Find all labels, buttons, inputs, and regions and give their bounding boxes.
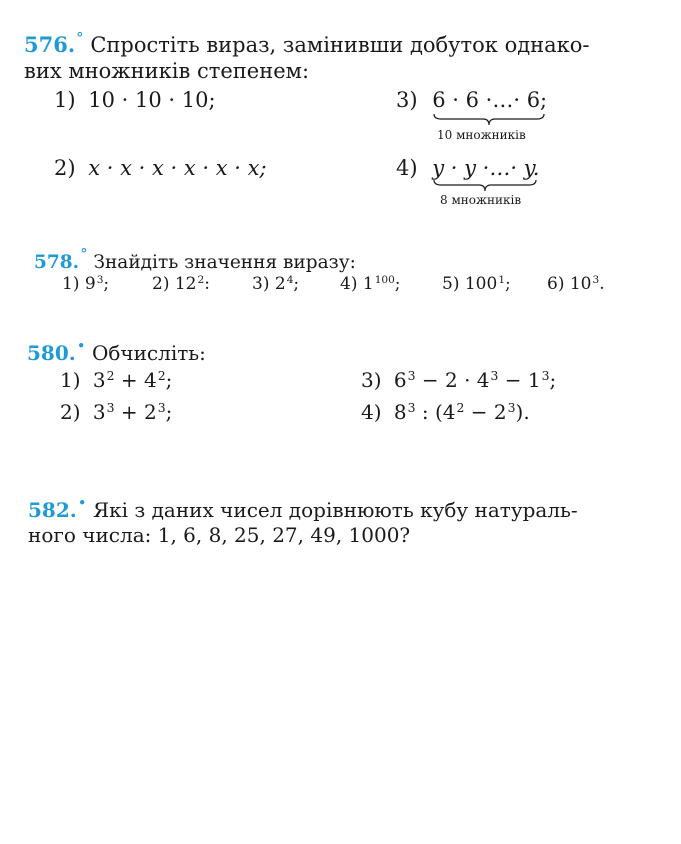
difficulty-mark: • <box>76 337 86 355</box>
underbrace-label: 8 множників <box>440 193 522 207</box>
problem-576-header <box>24 29 590 57</box>
item-base: 12 <box>174 274 197 294</box>
item-tail: ; <box>505 274 511 294</box>
item-base: 6 <box>393 368 407 392</box>
item-base: 3 <box>92 400 106 424</box>
problem-580-item-4 <box>361 400 530 424</box>
problem-582-line2: ного числа: 1, 6, 8, 25, 27, 49, 1000? <box>28 523 411 547</box>
item-exponent: 3 <box>490 367 499 383</box>
item-exponent: 1 <box>498 273 506 286</box>
problem-statement-line: Які з даних чисел дорівнюють кубу натураль- <box>92 498 578 522</box>
item-label: 2) <box>60 400 81 424</box>
item-base: 10 <box>569 274 592 294</box>
item-label: 2) <box>152 274 170 294</box>
item-exponent: 3 <box>592 273 600 286</box>
underbrace-label: 10 множників <box>437 128 526 142</box>
problem-576-line2: вих множників степенем: <box>24 59 310 83</box>
problem-580-item-1 <box>60 368 172 392</box>
item-label: 1) <box>54 88 76 112</box>
item-tail: ; <box>103 274 110 294</box>
item-exponent: 4 <box>286 273 294 286</box>
item-exponent: 2 <box>106 367 115 383</box>
problem-statement-line: Спростіть вираз, замінивши добуток однако- <box>90 33 590 57</box>
item-tail: ; <box>165 368 173 392</box>
item-expression: x · x · x · x · x · x; <box>88 156 267 180</box>
problem-number: 576. <box>24 32 76 57</box>
item-base: 2 <box>274 274 286 294</box>
difficulty-mark: ° <box>76 29 84 47</box>
item-label: 6) <box>547 274 565 294</box>
item-expression: y · y ·…· y. <box>432 156 540 180</box>
difficulty-mark: ° <box>80 245 88 263</box>
item-exponent: 3 <box>407 367 416 383</box>
item-tail: : <box>204 274 210 294</box>
item-tail: ; <box>394 274 401 294</box>
item-label: 5) <box>442 274 460 294</box>
item-base: 3 <box>92 368 106 392</box>
item-operator: − <box>464 400 494 424</box>
item-exponent: 3 <box>96 273 104 286</box>
item-base: 100 <box>464 274 498 294</box>
item-base: 2 <box>493 400 507 424</box>
underbrace <box>433 179 537 193</box>
problem-number: 582. <box>28 498 77 522</box>
item-tail: ; <box>165 400 173 424</box>
item-exponent: 3 <box>507 399 516 415</box>
problem-580-item-3 <box>361 368 556 392</box>
problem-576-item-1 <box>54 88 216 112</box>
item-exponent: 3 <box>541 367 550 383</box>
item-operator: + <box>114 400 144 424</box>
problem-statement-line: Знайдіть значення виразу: <box>93 252 356 273</box>
item-label: 3) <box>396 88 418 112</box>
item-label: 1) <box>60 368 81 392</box>
item-operator: − 2 · <box>415 368 477 392</box>
item-base: 4 <box>144 368 157 392</box>
item-label: 3) <box>252 274 270 294</box>
item-operator: − <box>498 368 528 392</box>
item-exponent: 3 <box>407 399 416 415</box>
item-operator: + <box>114 368 144 392</box>
item-operator: : ( <box>415 400 443 424</box>
problem-578-item <box>152 274 210 294</box>
problem-578-item <box>252 274 299 294</box>
item-label: 4) <box>396 156 418 180</box>
item-base: 2 <box>144 400 157 424</box>
item-exponent: 2 <box>157 367 166 383</box>
item-label: 2) <box>54 156 76 180</box>
item-label: 4) <box>340 274 358 294</box>
problem-576-item-2 <box>54 156 267 180</box>
problem-578-item <box>547 274 605 294</box>
problem-number: 580. <box>27 341 76 365</box>
problem-576-item-3 <box>396 88 547 112</box>
item-label: 1) <box>62 274 80 294</box>
item-exponent: 3 <box>157 399 166 415</box>
underbrace <box>433 113 545 127</box>
item-base: 4 <box>442 400 456 424</box>
problem-582-header <box>28 494 578 522</box>
problem-578-item <box>442 274 511 294</box>
problem-576-item-4 <box>396 156 539 180</box>
item-expression: 10 · 10 · 10; <box>88 88 216 112</box>
item-base: 8 <box>393 400 407 424</box>
item-exponent: 100 <box>374 273 395 286</box>
item-label: 4) <box>361 400 382 424</box>
problem-578-header <box>34 245 356 273</box>
item-base: 9 <box>84 274 96 294</box>
item-expression: 6 · 6 ·…· 6; <box>432 88 548 112</box>
item-tail: ; <box>293 274 300 294</box>
item-base: 1 <box>527 368 541 392</box>
problem-578-item <box>340 274 401 294</box>
item-tail: . <box>599 274 605 294</box>
problem-578-item <box>62 274 109 294</box>
problem-number: 578. <box>34 252 80 273</box>
problem-580-item-2 <box>60 400 172 424</box>
problem-580-header <box>27 337 206 365</box>
item-label: 3) <box>361 368 382 392</box>
item-base: 1 <box>362 274 374 294</box>
item-exponent: 2 <box>456 399 465 415</box>
item-tail: ; <box>549 368 557 392</box>
item-tail: ). <box>515 400 530 424</box>
item-exponent: 2 <box>197 273 205 286</box>
problem-statement-line: Обчисліть: <box>91 341 206 365</box>
item-exponent: 3 <box>106 399 115 415</box>
item-base: 4 <box>476 368 490 392</box>
difficulty-mark: • <box>77 494 87 512</box>
